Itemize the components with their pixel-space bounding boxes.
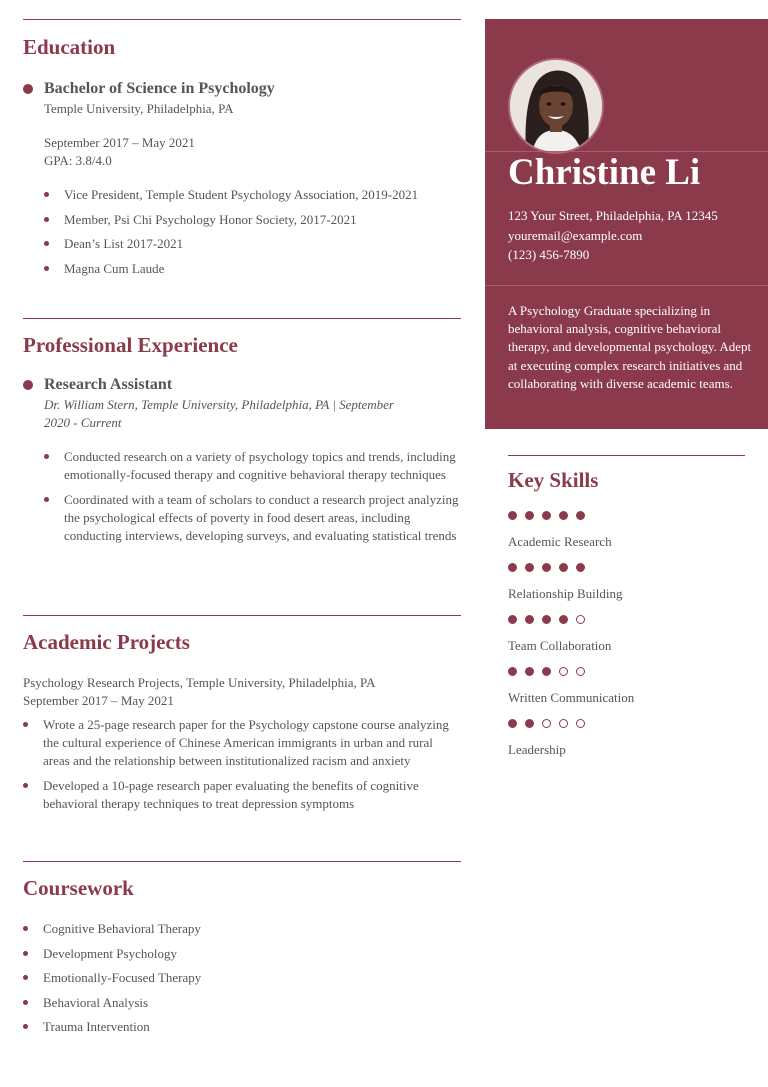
skill-rating — [508, 563, 622, 575]
rating-filled-dot-icon — [508, 615, 517, 624]
section-title: Key Skills — [508, 468, 599, 492]
role-title — [23, 375, 461, 395]
rating-filled-dot-icon — [559, 563, 568, 572]
rating-empty-dot-icon — [559, 667, 568, 676]
skill-label: Relationship Building — [508, 586, 623, 601]
list-item-text: Emotionally-Focused Therapy — [43, 970, 202, 985]
list-item — [23, 1018, 461, 1036]
bullet-icon — [44, 241, 49, 246]
rating-empty-dot-icon — [542, 719, 551, 728]
section-title: Education — [23, 35, 116, 59]
list-item — [44, 211, 461, 229]
rating-filled-dot-icon — [508, 667, 517, 676]
phone-text: (123) 456-7890 — [508, 247, 590, 262]
list-item — [23, 994, 461, 1012]
section-divider — [23, 615, 461, 616]
bullet-icon — [23, 1024, 28, 1029]
rating-filled-dot-icon — [576, 511, 585, 520]
experience-section — [23, 318, 461, 545]
bullet-icon — [23, 783, 28, 788]
bullet-icon — [23, 1000, 28, 1005]
list-item-text: Behavioral Analysis — [43, 994, 149, 1010]
header-divider — [485, 285, 768, 286]
list-item — [44, 260, 461, 278]
experience-list — [23, 448, 461, 545]
bullet-icon — [44, 192, 49, 197]
gpa-text: GPA: 3.8/4.0 — [44, 153, 112, 168]
list-item — [23, 777, 461, 813]
skill-rating — [508, 615, 611, 627]
rating-filled-dot-icon — [542, 563, 551, 572]
list-item — [44, 491, 461, 545]
rating-filled-dot-icon — [525, 719, 534, 728]
rating-filled-dot-icon — [525, 667, 534, 676]
header-divider — [485, 151, 768, 152]
skill-item — [508, 667, 634, 706]
section-title: Academic Projects — [23, 630, 190, 654]
list-item-text: Developed a 10-page research paper evaluating the benefits of cognitive behavioral therapy techniques to treat depression symptoms — [43, 778, 419, 811]
bullet-dot-icon — [23, 84, 33, 94]
coursework-list — [23, 920, 461, 1036]
rating-empty-dot-icon — [576, 615, 585, 624]
list-item-text: Vice President, Temple Student Psychology Association, 2019-2021 — [64, 187, 419, 202]
list-item-text: Member, Psi Chi Psychology Honor Society, 2017-2021 — [64, 211, 357, 227]
avatar-icon — [510, 60, 602, 152]
school-text: Temple University, Philadelphia, PA — [44, 101, 234, 116]
list-item-text: Dean’s List 2017-2021 — [64, 236, 184, 251]
list-item-text: Magna Cum Laude — [64, 260, 165, 276]
bullet-icon — [23, 951, 28, 956]
education-section — [23, 19, 461, 278]
rating-filled-dot-icon — [542, 511, 551, 520]
summary-text: A Psychology Graduate specializing in behavioral analysis, cognitive behavioral therapy, and developmental psychology. Adept at executing complex research initiatives and collaborating with diverse academic teams. — [508, 303, 752, 391]
rating-filled-dot-icon — [525, 563, 534, 572]
section-divider — [508, 455, 745, 456]
skill-item — [508, 511, 612, 550]
rating-filled-dot-icon — [508, 511, 517, 520]
degree-text: Bachelor of Science in Psychology — [44, 80, 275, 97]
skill-rating — [508, 667, 634, 679]
rating-empty-dot-icon — [559, 719, 568, 728]
skill-label: Leadership — [508, 742, 566, 757]
list-item — [23, 945, 461, 963]
section-divider — [23, 19, 461, 20]
contact-info — [508, 206, 718, 265]
skill-item — [508, 563, 622, 602]
bullet-icon — [44, 454, 49, 459]
rating-empty-dot-icon — [576, 667, 585, 676]
section-divider — [23, 861, 461, 862]
role-text: Research Assistant — [44, 376, 173, 393]
rating-filled-dot-icon — [508, 563, 517, 572]
education-dates: September 2017 – May 2021 — [44, 135, 195, 150]
list-item-text: Cognitive Behavioral Therapy — [43, 921, 201, 936]
skill-item — [508, 719, 593, 758]
projects-list — [23, 716, 461, 813]
projects-section — [23, 615, 461, 813]
skill-rating — [508, 511, 612, 523]
list-item-text: Trauma Intervention — [43, 1019, 150, 1034]
skill-rating — [508, 719, 593, 731]
rating-filled-dot-icon — [525, 511, 534, 520]
rating-filled-dot-icon — [525, 615, 534, 624]
list-item — [23, 716, 461, 770]
list-item — [23, 920, 461, 938]
bullet-icon — [23, 926, 28, 931]
bullet-icon — [23, 975, 28, 980]
email-link[interactable]: youremail@example.com — [508, 227, 643, 243]
section-divider — [23, 318, 461, 319]
list-item-text: Wrote a 25-page research paper for the Psychology capstone course analyzing the cultural experience of Chinese American immigrants in urban and rural areas and the relationship between institutionalized racism and anxiety — [43, 717, 449, 768]
skill-label: Team Collaboration — [508, 638, 612, 653]
coursework-section — [23, 861, 461, 1036]
rating-filled-dot-icon — [559, 615, 568, 624]
rating-filled-dot-icon — [542, 667, 551, 676]
skill-label: Written Communication — [508, 690, 635, 705]
bullet-icon — [44, 497, 49, 502]
education-list — [23, 186, 461, 278]
projects-org: Psychology Research Projects, Temple University, Philadelphia, PA — [23, 675, 376, 690]
rating-filled-dot-icon — [576, 563, 585, 572]
degree-title — [23, 79, 461, 99]
list-item-text: Development Psychology — [43, 945, 177, 961]
skill-item — [508, 615, 611, 654]
projects-dates: September 2017 – May 2021 — [23, 693, 174, 708]
list-item — [44, 235, 461, 253]
employer-text-line-2: 2020 - Current — [44, 415, 122, 430]
list-item — [44, 186, 461, 204]
address-text: 123 Your Street, Philadelphia, PA 12345 — [508, 208, 718, 223]
skill-label: Academic Research — [508, 534, 612, 549]
bullet-dot-icon — [23, 380, 33, 390]
list-item — [23, 969, 461, 987]
list-item-text: Coordinated with a team of scholars to conduct a research project analyzing the psychological effects of poverty in food desert areas, including conducting interviews, developing surveys, and evaluating statistical trends — [64, 492, 459, 543]
employer-line — [23, 396, 461, 432]
list-item-text: Conducted research on a variety of psychology topics and trends, including emotionally-focused therapy and cognitive behavioral therapy techniques — [64, 449, 456, 482]
rating-filled-dot-icon — [542, 615, 551, 624]
rating-empty-dot-icon — [576, 719, 585, 728]
rating-filled-dot-icon — [559, 511, 568, 520]
bullet-icon — [23, 722, 28, 727]
profile-photo — [508, 58, 604, 154]
section-title: Coursework — [23, 876, 134, 900]
section-title: Professional Experience — [23, 333, 238, 357]
candidate-name: Christine Li — [508, 152, 701, 193]
rating-filled-dot-icon — [508, 719, 517, 728]
list-item — [44, 448, 461, 484]
bullet-icon — [44, 266, 49, 271]
bullet-icon — [44, 217, 49, 222]
employer-text-line-1: Dr. William Stern, Temple University, Philadelphia, PA | September — [44, 397, 394, 412]
